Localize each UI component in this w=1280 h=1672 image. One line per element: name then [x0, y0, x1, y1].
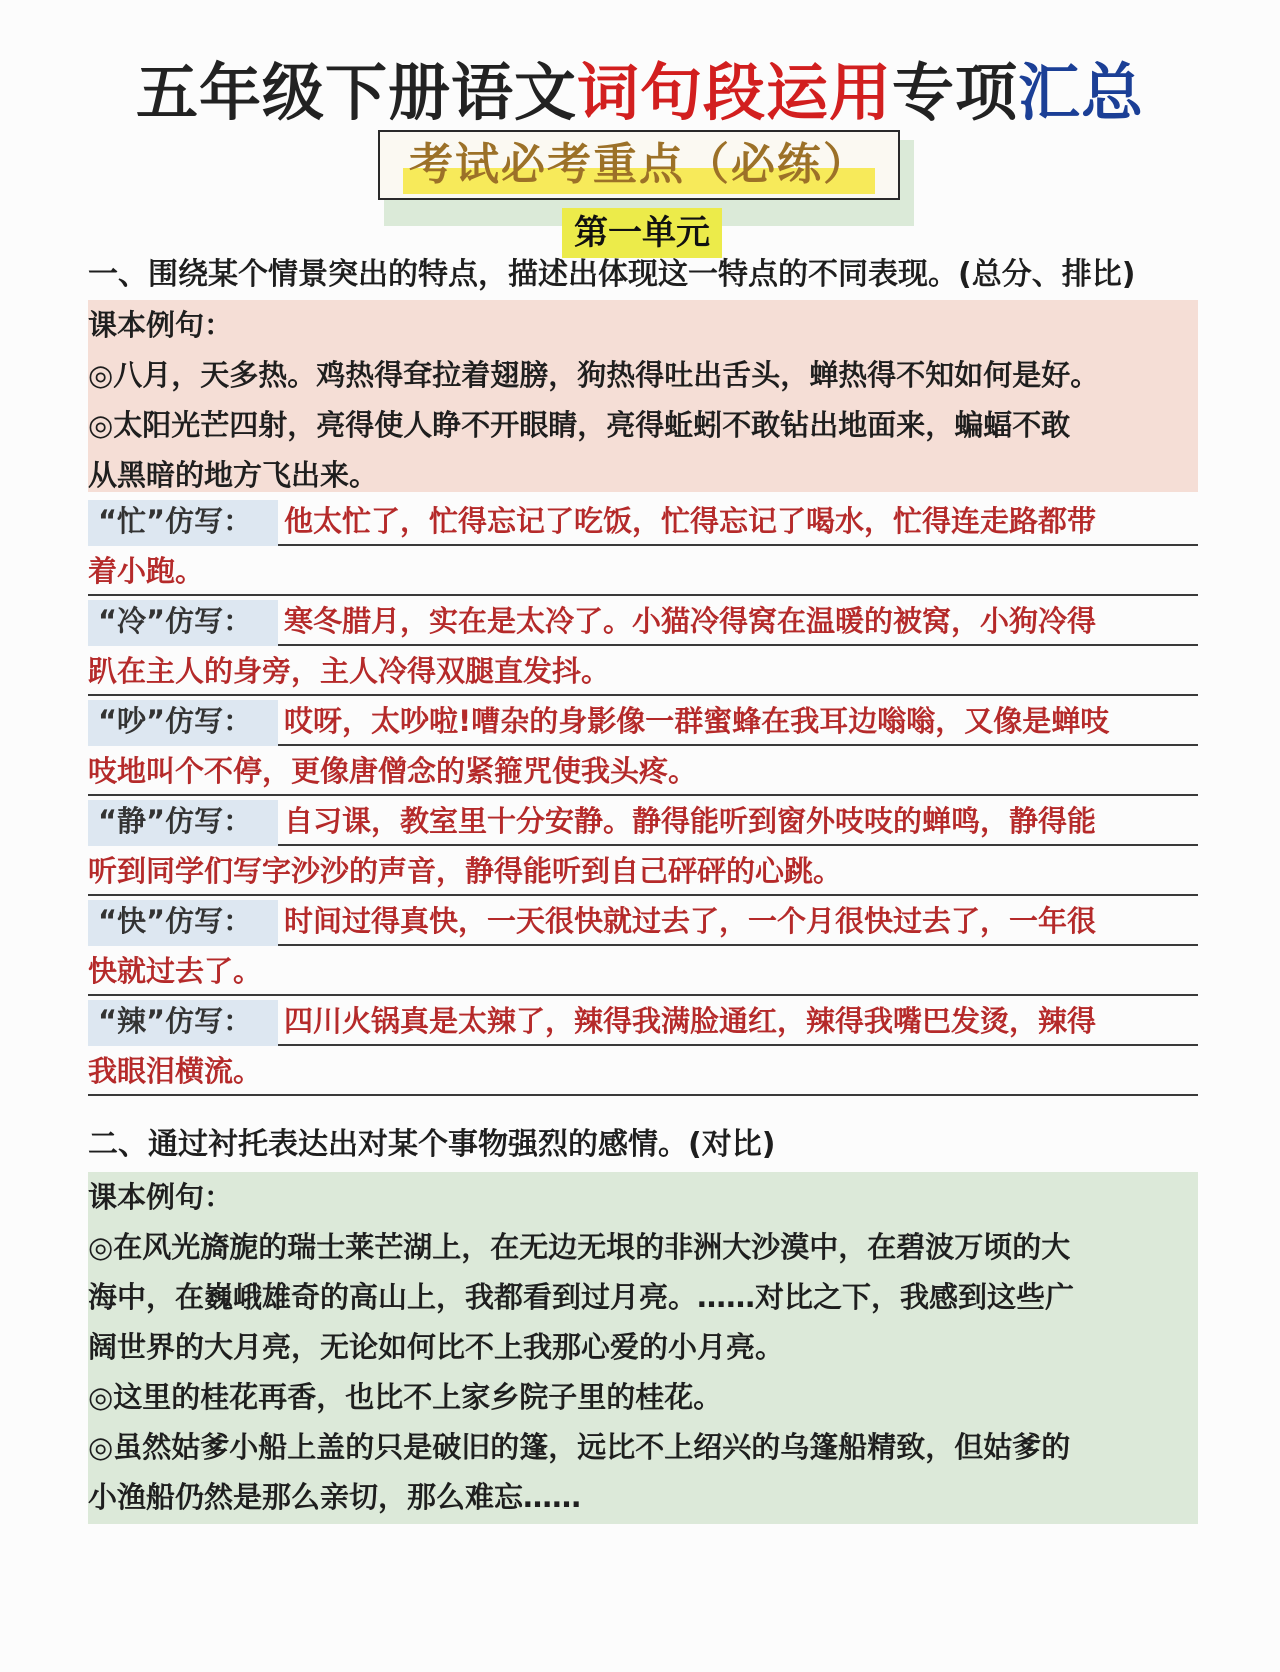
imitation-answer-line-1: 寒冬腊月，实在是太冷了。小猫冷得窝在温暖的被窝，小狗冷得	[284, 604, 1097, 638]
imitation-answer-line-1: 哎呀，太吵啦!嘈杂的身影像一群蜜蜂在我耳边嗡嗡，又像是蝉吱	[284, 704, 1110, 738]
example-line: ◎这里的桂花再香，也比不上家乡院子里的桂花。	[88, 1380, 723, 1414]
subtitle-text: 考试必考重点（必练）	[403, 136, 875, 194]
imitation-answer-line-2: 着小跑。	[88, 554, 205, 588]
imitation-answer-line-2: 吱地叫个不停，更像唐僧念的紧箍咒使我头疼。	[88, 754, 698, 788]
example-line: 阔世界的大月亮，无论如何比不上我那心爱的小月亮。	[88, 1330, 785, 1364]
imitation-row-busy	[88, 496, 1198, 596]
unit-label: 第一单元	[562, 208, 722, 258]
example-line: ◎虽然姑爹小船上盖的只是破旧的篷，远比不上绍兴的乌篷船精致，但姑爹的	[88, 1430, 1071, 1464]
title-part-3: 专项	[892, 56, 1019, 129]
imitation-label: “吵”仿写：	[98, 704, 253, 738]
imitation-row-quiet	[88, 796, 1198, 896]
imitation-row-spicy	[88, 996, 1198, 1096]
section-2-heading: 二、通过衬托表达出对某个事物强烈的感情。(对比)	[88, 1127, 776, 1162]
imitation-answer-line-1: 自习课，教室里十分安静。静得能听到窗外吱吱的蝉鸣，静得能	[284, 804, 1097, 838]
imitation-answer-line-2: 快就过去了。	[88, 954, 263, 988]
example-label: 课本例句：	[88, 1180, 234, 1214]
example-line: ◎八月，天多热。鸡热得耷拉着翅膀，狗热得吐出舌头，蝉热得不知如何是好。	[88, 358, 1100, 392]
example-line: 海中，在巍峨雄奇的高山上，我都看到过月亮。……对比之下，我感到这些广	[88, 1280, 1075, 1314]
example-label: 课本例句：	[88, 308, 234, 342]
title-part-2: 词句段运用	[576, 56, 892, 129]
answer-underline	[278, 844, 1198, 846]
imitation-row-cold	[88, 596, 1198, 696]
section-1-example-block	[88, 300, 1198, 492]
subtitle-frame	[378, 130, 900, 200]
imitation-label: “快”仿写：	[98, 904, 253, 938]
imitation-answer-line-1: 四川火锅真是太辣了，辣得我满脸通红，辣得我嘴巴发烫，辣得	[284, 1004, 1097, 1038]
imitation-row-noisy	[88, 696, 1198, 796]
imitation-answer-line-2: 趴在主人的身旁，主人冷得双腿直发抖。	[88, 654, 611, 688]
example-line: 小渔船仍然是那么亲切，那么难忘……	[88, 1480, 582, 1514]
answer-underline	[278, 544, 1198, 546]
answer-underline	[278, 644, 1198, 646]
answer-underline	[278, 1044, 1198, 1046]
answer-underline	[278, 744, 1198, 746]
imitation-answer-line-1: 时间过得真快，一天很快就过去了，一个月很快过去了，一年很	[284, 904, 1097, 938]
example-line: ◎太阳光芒四射，亮得使人睁不开眼睛，亮得蚯蚓不敢钻出地面来，蝙蝠不敢	[88, 408, 1071, 442]
example-line: 从黑暗的地方飞出来。	[88, 458, 379, 492]
imitation-label: “忙”仿写：	[98, 504, 253, 538]
page-title	[0, 48, 1280, 138]
answer-underline	[278, 944, 1198, 946]
section-1-heading: 一、围绕某个情景突出的特点，描述出体现这一特点的不同表现。(总分、排比)	[88, 257, 1136, 292]
section-2-example-block	[88, 1172, 1198, 1524]
title-part-1: 五年级下册语文	[135, 56, 577, 129]
example-line: ◎在风光旖旎的瑞士莱芒湖上，在无边无垠的非洲大沙漠中，在碧波万顷的大	[88, 1230, 1071, 1264]
imitation-label: “辣”仿写：	[98, 1004, 253, 1038]
answer-underline	[88, 1094, 1198, 1096]
imitation-answer-line-2: 听到同学们写字沙沙的声音，静得能听到自己砰砰的心跳。	[88, 854, 843, 888]
imitation-label: “静”仿写：	[98, 804, 253, 838]
title-part-4: 汇总	[1018, 56, 1145, 129]
imitation-row-fast	[88, 896, 1198, 996]
imitation-label: “冷”仿写：	[98, 604, 253, 638]
imitation-answer-line-2: 我眼泪横流。	[88, 1054, 263, 1088]
imitation-answer-line-1: 他太忙了，忙得忘记了吃饭，忙得忘记了喝水，忙得连走路都带	[284, 504, 1097, 538]
